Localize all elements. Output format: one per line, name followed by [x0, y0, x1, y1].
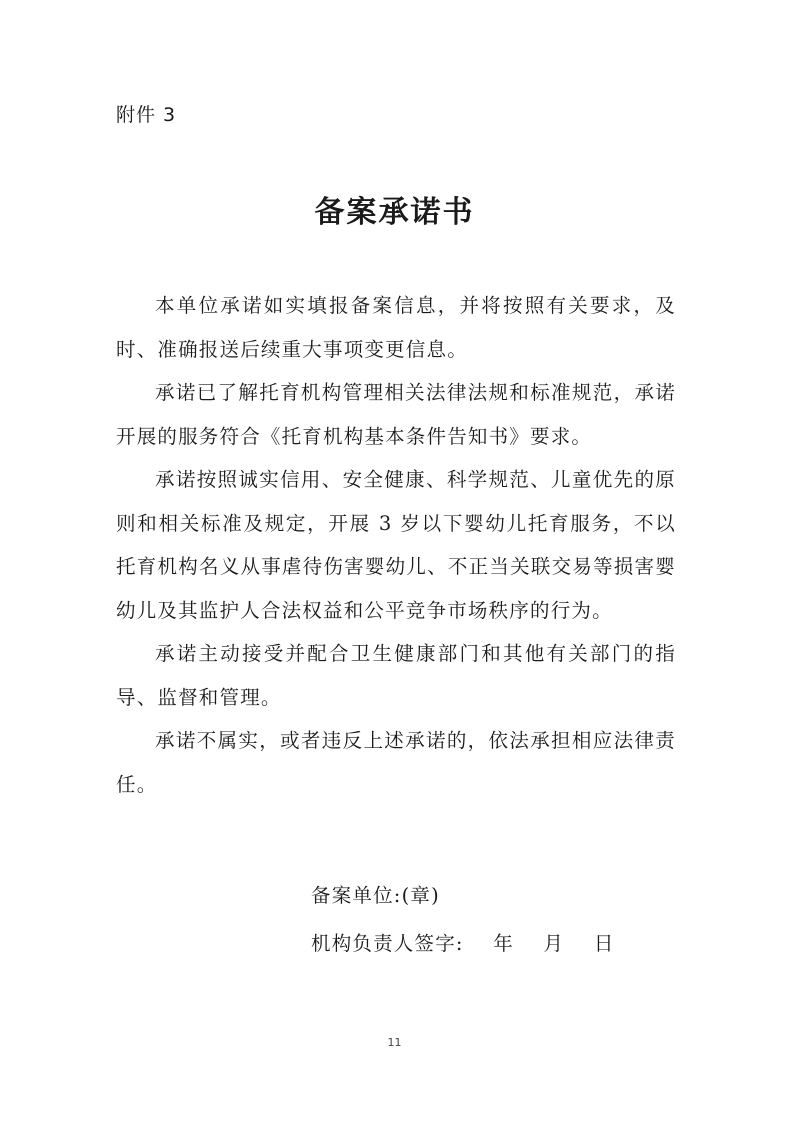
filing-unit-label: 备案单位:(章) [311, 884, 440, 907]
paragraph: 承诺按照诚实信用、安全健康、科学规范、儿童优先的原则和相关标准及规定，开展 3 岁以下婴幼儿托育服务，不以托育机构名义从事虐待伤害婴幼儿、不正当关联交易等损害婴幼儿及其监护人合法权益和公平竞争市场秩序的行为。 [116, 468, 676, 622]
signature-block [311, 872, 615, 968]
paragraph: 承诺不属实，或者违反上述承诺的，依法承担相应法律责任。 [116, 729, 676, 796]
document-body [116, 284, 676, 806]
paragraph: 本单位承诺如实填报备案信息，并将按照有关要求，及时、准确报送后续重大事项变更信息。 [116, 294, 676, 361]
attachment-label: 附件 3 [116, 104, 177, 126]
document-title: 备案承诺书 [314, 195, 475, 230]
paragraph: 承诺已了解托育机构管理相关法律法规和标准规范，承诺开展的服务符合《托育机构基本条件告知书》要求。 [116, 381, 676, 448]
paragraph: 承诺主动接受并配合卫生健康部门和其他有关部门的指导、监督和管理。 [116, 642, 676, 709]
responsible-person-signature-label: 机构负责人签字: 年 月 日 [311, 932, 615, 955]
page-number: 11 [387, 1036, 402, 1049]
